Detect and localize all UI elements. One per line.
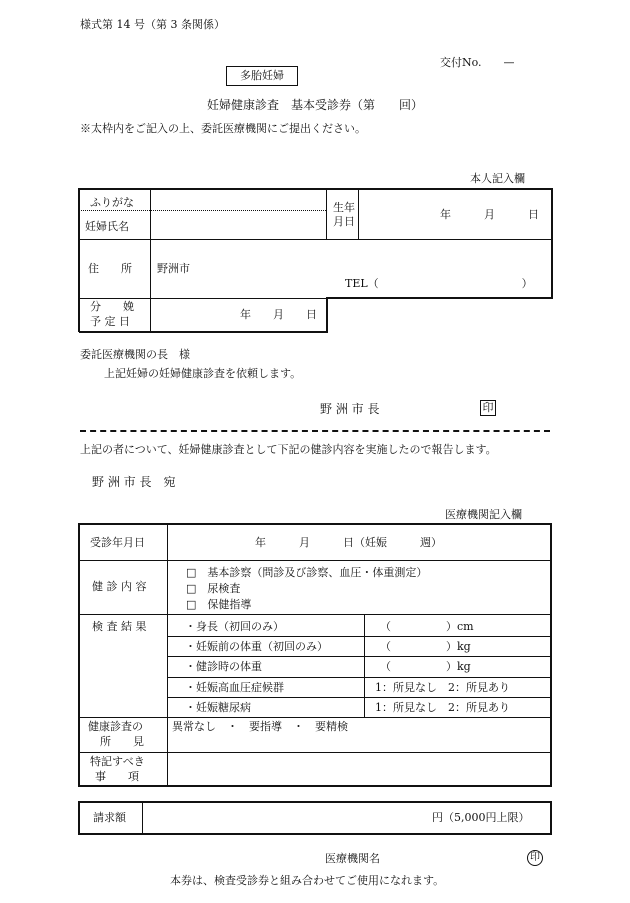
birth-label-line1: 生年 — [333, 201, 355, 214]
issue-number: 交付No. — — [440, 56, 515, 69]
addressee-text: 委託医療機関の長 様 — [80, 348, 190, 361]
findings-label-line1: 健康診査の — [88, 720, 143, 733]
billing-label: 請求額 — [93, 811, 126, 824]
findings-label-line2: 所 見 — [100, 735, 144, 748]
exam-content-guidance-checkbox[interactable]: □ 保健指導 — [186, 598, 252, 611]
due-date-label-line1: 分 娩 — [90, 300, 134, 313]
results-label: 検 査 結 果 — [92, 620, 147, 633]
exam-content-urine-checkbox[interactable]: □ 尿検査 — [186, 582, 241, 595]
result-diabetes-options[interactable]: 1：所見なし 2：所見あり — [375, 701, 510, 714]
request-body-text: 上記妊婦の妊婦健康診査を依頼します。 — [104, 367, 302, 380]
due-date-label-line2: 予 定 日 — [90, 315, 130, 328]
cut-line — [80, 430, 550, 432]
birth-date-field[interactable]: 年 月 日 — [440, 208, 539, 221]
findings-options[interactable]: 異常なし ・ 要指導 ・ 要精検 — [172, 720, 348, 733]
result-prepregnancy-weight-field[interactable]: （ ）kg — [380, 640, 471, 653]
birth-label-line2: 月日 — [333, 215, 355, 228]
address-label: 住 所 — [88, 262, 132, 275]
multiple-pregnancy-badge: 多胎妊婦 — [226, 66, 298, 86]
instruction-text: ※太枠内をご記入の上、委託医療機関にご提出ください。 — [80, 122, 366, 135]
mayor-seal: 印 — [480, 400, 496, 416]
institution-name-label: 医療機関名 — [325, 852, 380, 865]
result-diabetes-label: ・妊娠糖尿病 — [185, 701, 251, 714]
notes-label-line1: 特記すべき — [90, 755, 145, 768]
to-mayor-text: 野 洲 市 長 宛 — [92, 475, 176, 489]
footer-note: 本券は、検査受診券と組み合わせてご使用になれます。 — [170, 874, 445, 887]
form-title: 妊婦健康診査 基本受診券（第 回） — [207, 98, 424, 112]
exam-content-label: 健 診 内 容 — [92, 580, 147, 593]
result-height-field[interactable]: （ ）cm — [380, 620, 474, 633]
result-weight-field[interactable]: （ ）kg — [380, 660, 471, 673]
furigana-label: ふりがな — [90, 196, 134, 209]
due-date-field[interactable]: 年 月 日 — [240, 308, 317, 321]
medical-entry-label: 医療機関記入欄 — [445, 508, 522, 521]
address-field[interactable]: 野洲市 — [157, 262, 190, 275]
result-prepregnancy-weight-label: ・妊娠前の体重（初回のみ） — [185, 640, 328, 653]
name-label: 妊婦氏名 — [85, 220, 129, 233]
result-hypertension-options[interactable]: 1：所見なし 2：所見あり — [375, 681, 510, 694]
exam-content-basic-checkbox[interactable]: □ 基本診察（問診及び診察、血圧・体重測定） — [186, 566, 428, 579]
result-weight-label: ・健診時の体重 — [185, 660, 262, 673]
self-entry-label: 本人記入欄 — [470, 172, 525, 185]
result-height-label: ・身長（初回のみ） — [185, 620, 284, 633]
institution-seal: 印 — [527, 850, 543, 866]
mayor-signature: 野 洲 市 長 — [320, 402, 380, 416]
form-number: 様式第 14 号（第 3 条関係） — [80, 18, 225, 31]
visit-date-label: 受診年月日 — [90, 536, 145, 549]
result-hypertension-label: ・妊娠高血圧症候群 — [185, 681, 284, 694]
report-statement: 上記の者について、妊婦健康診査として下記の健診内容を実施したので報告します。 — [80, 443, 497, 456]
tel-field[interactable]: TEL（ ） — [345, 277, 533, 290]
notes-label-line2: 事 項 — [95, 770, 139, 783]
billing-amount-field[interactable]: 円（5,000円上限） — [432, 811, 530, 824]
visit-date-field[interactable]: 年 月 日（妊娠 週） — [255, 536, 442, 549]
